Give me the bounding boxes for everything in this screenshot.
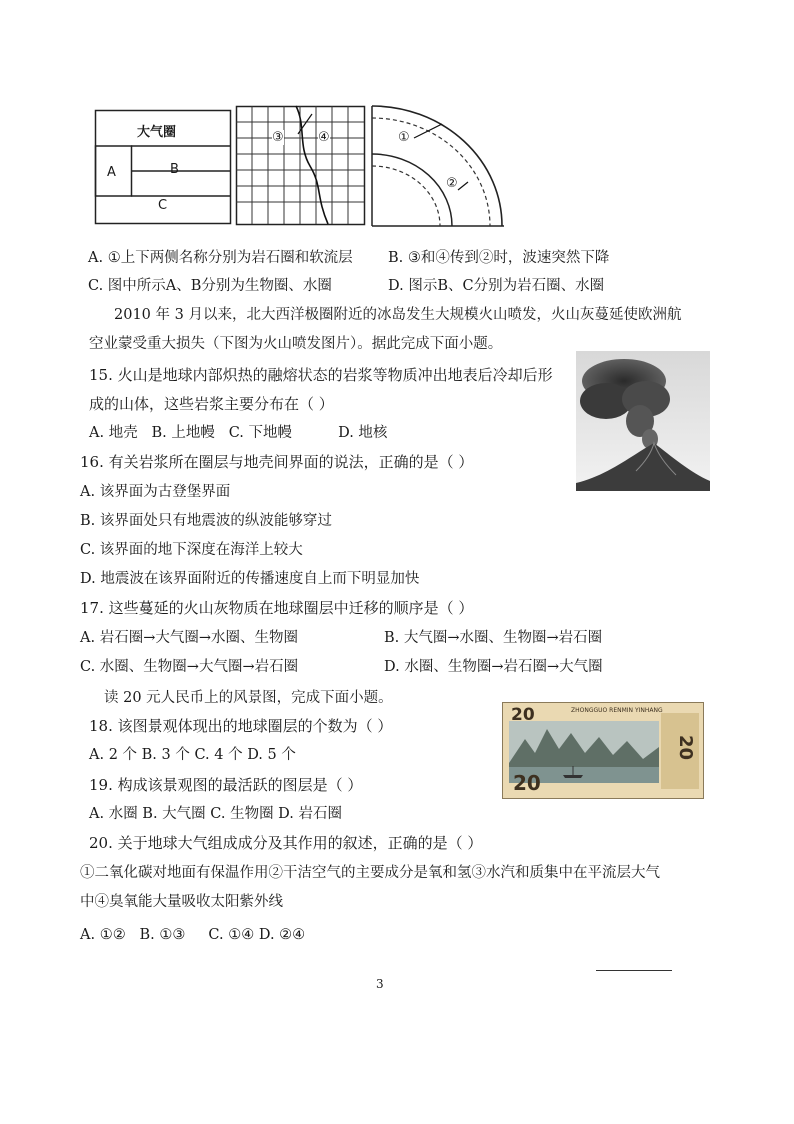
q16-option-c: C. 该界面的地下深度在海洋上较大	[80, 542, 303, 558]
atmosphere-label: 大气圈	[137, 125, 177, 140]
q16-stem: 16. 有关岩浆所在圈层与地壳间界面的说法，正确的是（ ）	[80, 453, 474, 471]
footer-rule	[596, 970, 672, 971]
label-c: C	[158, 198, 168, 213]
seismic-grid-diagram	[236, 106, 368, 226]
banknote-value-top: 20	[511, 705, 535, 725]
q17-option-a: A. 岩石圈→大气圈→水圈、生物圈	[80, 630, 298, 646]
q15-stem-line1: 15. 火山是地球内部炽热的融熔状态的岩浆等物质冲出地表后冷却后形	[89, 366, 553, 384]
q20-line2: 中④臭氧能大量吸收太阳紫外线	[80, 894, 283, 910]
banknote-caption: ZHONGGUO RENMIN YINHANG	[571, 707, 663, 714]
q20-options: A. ①② B. ①③ C. ①④ D. ②④	[80, 927, 306, 943]
q17-option-b: B. 大气圈→水圈、生物圈→岩石圈	[384, 630, 603, 646]
q14-option-b: B. ③和④传到②时，波速突然下降	[388, 250, 610, 266]
q17-option-d: D. 水圈、生物圈→岩石圈→大气圈	[384, 659, 603, 675]
q14-option-c: C. 图中所示A、B分别为生物圈、水圈	[88, 278, 332, 294]
intro-volcano-line2: 空业蒙受重大损失（下图为火山喷发图片）。据此完成下面小题。	[89, 336, 503, 352]
q15-stem-line2: 成的山体，这些岩浆主要分布在（ ）	[89, 395, 334, 413]
label-2: ②	[446, 176, 458, 191]
intro-volcano-line1: 2010 年 3 月以来，北大西洋极圈附近的冰岛发生大规模火山喷发，火山灰蔓延使欧洲航	[114, 307, 682, 323]
q14-option-a: A. ①上下两侧名称分别为岩石圈和软流层	[88, 250, 353, 266]
label-4: ④	[318, 130, 330, 145]
q16-option-b: B. 该界面处只有地震波的纵波能够穿过	[80, 513, 332, 529]
q19-options: A. 水圈 B. 大气圈 C. 生物圈 D. 岩石圈	[89, 806, 343, 822]
q17-option-c: C. 水圈、生物圈→大气圈→岩石圈	[80, 659, 299, 675]
q17-stem: 17. 这些蔓延的火山灰物质在地球圈层中迁移的顺序是（ ）	[80, 599, 474, 617]
q20-stem: 20. 关于地球大气组成成分及其作用的叙述，正确的是（ ）	[89, 834, 483, 852]
q18-stem: 18. 该图景观体现出的地球圈层的个数为（ ）	[89, 717, 393, 735]
page-number: 3	[376, 977, 384, 991]
banknote-value-bottom: 20	[513, 771, 541, 795]
label-a: A	[107, 165, 116, 180]
earth-layer-quadrant	[370, 104, 510, 228]
label-3: ③	[272, 130, 284, 145]
q20-line1: ①二氧化碳对地面有保温作用②干洁空气的主要成分是氧和氢③水汽和质集中在平流层大气	[80, 865, 660, 881]
intro-banknote: 读 20 元人民币上的风景图，完成下面小题。	[104, 690, 393, 706]
banknote-value-side: 20	[675, 734, 697, 761]
q16-option-d: D. 地震波在该界面附近的传播速度自上而下明显加快	[80, 571, 420, 587]
q15-options: A. 地壳 B. 上地幔 C. 下地幔 D. 地核	[89, 425, 388, 441]
q16-option-a: A. 该界面为古登堡界面	[80, 484, 231, 500]
q14-option-d: D. 图示B、C分别为岩石圈、水圈	[388, 278, 605, 294]
banknote-20-yuan	[502, 702, 704, 799]
volcano-eruption-photo	[576, 351, 710, 491]
q18-options: A. 2 个 B. 3 个 C. 4 个 D. 5 个	[89, 747, 296, 763]
label-b: B	[170, 162, 179, 177]
label-1: ①	[398, 130, 410, 145]
q19-stem: 19. 构成该景观图的最活跃的图层是（ ）	[89, 776, 363, 794]
